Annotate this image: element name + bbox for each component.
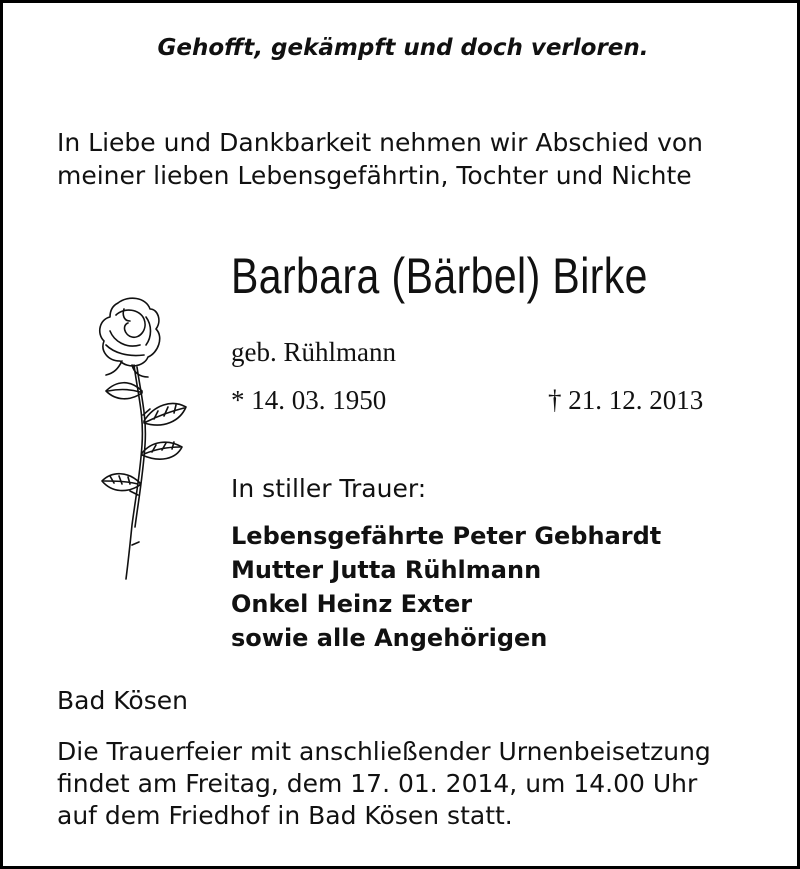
grief-label: In stiller Trauer: <box>231 474 427 503</box>
intro-line-1: In Liebe und Dankbarkeit nehmen wir Abschied von <box>57 128 704 157</box>
maiden-name: geb. Rühlmann <box>231 337 396 367</box>
funeral-line-2: findet am Freitag, dem 17. 01. 2014, um 14.00 Uhr <box>57 769 698 798</box>
mourner-item: Mutter Jutta Rühlmann <box>231 556 542 584</box>
deceased-name: Barbara (Bärbel) Birke <box>231 248 648 304</box>
intro-line-2: meiner lieben Lebensgefährtin, Tochter und Nichte <box>57 161 692 190</box>
place-name: Bad Kösen <box>57 686 188 715</box>
mourners-list <box>231 519 661 655</box>
funeral-info <box>57 736 711 832</box>
intro-text <box>57 126 703 192</box>
motto: Gehofft, gekämpft und doch verloren. <box>157 35 649 61</box>
birth-date: * 14. 03. 1950 <box>231 385 387 415</box>
rose-icon <box>88 295 198 585</box>
funeral-line-1: Die Trauerfeier mit anschließender Urnenbeisetzung <box>57 737 711 766</box>
mourner-item: sowie alle Angehörigen <box>231 624 548 652</box>
mourner-item: Onkel Heinz Exter <box>231 590 473 618</box>
mourner-item: Lebensgefährte Peter Gebhardt <box>231 522 662 550</box>
death-date: † 21. 12. 2013 <box>548 385 704 415</box>
funeral-line-3: auf dem Friedhof in Bad Kösen statt. <box>57 801 513 830</box>
